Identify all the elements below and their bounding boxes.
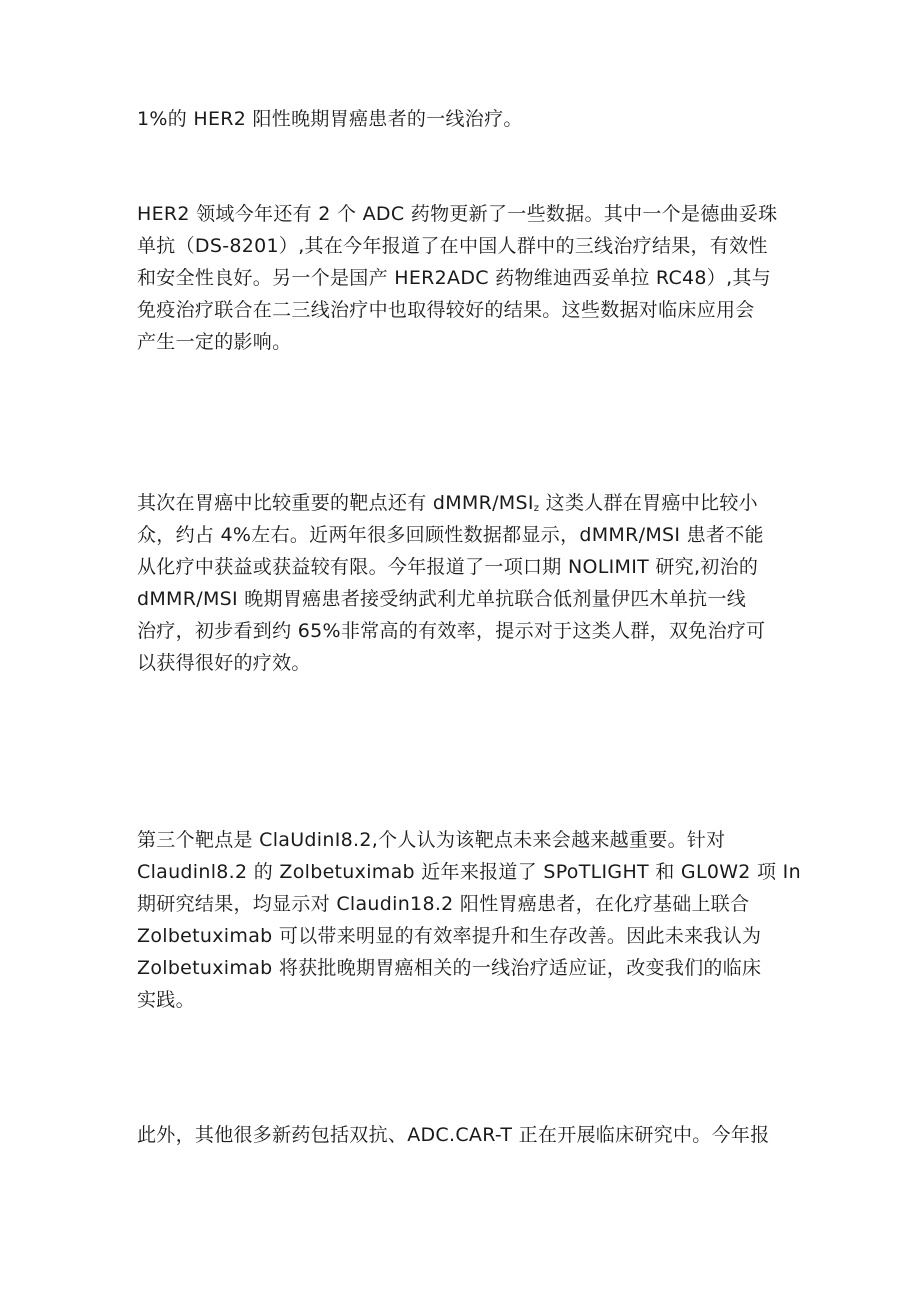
text-line: 从化疗中获益或获益较有限。今年报道了一项口期 NOLIMIT 研究,初治的 [137,556,759,578]
text-segment: 这类人群在胃癌中比较小 [539,492,758,514]
text-line: 此外，其他很多新药包括双抗、ADC.CAR-T 正在开展临床研究中。今年报 [137,1124,770,1146]
paragraph-dmmr-msi [137,487,797,679]
text-line: 第三个靶点是 ClaUdinI8.2,个人认为该靶点未来会越来越重要。针对 [137,829,726,851]
text-line: 治疗，初步看到约 65%非常高的有效率，提示对于这类人群，双免治疗可 [137,620,766,642]
text-line: 实践。 [137,989,195,1011]
text-line [137,487,797,519]
text-line: dMMR/MSI 晚期胃癌患者接受纳武利尤单抗联合低剂量伊匹木单抗一线 [137,588,747,610]
text-line: Zolbetuximab 可以带来明显的有效率提升和生存改善。因此未来我认为 [137,925,762,947]
text-line: 产生一定的影响。 [137,331,292,353]
text-line: 单抗（DS-8201）,其在今年报道了在中国人群中的三线治疗结果，有效性 [137,235,768,257]
text-line: 期研究结果，均显示对 Claudin18.2 阳性胃癌患者，在化疗基础上联合 [137,893,750,915]
paragraph-new-drugs [137,1119,797,1151]
text-line: 和安全性良好。另一个是国产 HER2ADC 药物维迪西妥单拉 RC48）,其与 [137,267,772,289]
paragraph-her2-adc [137,198,797,358]
text-line: 1%的 HER2 阳性晚期胃癌患者的一线治疗。 [137,108,523,130]
text-line: 以获得很好的疗效。 [137,652,311,674]
text-line: 免疫治疗联合在二三线治疗中也取得较好的结果。这些数据对临床应用会 [137,299,755,321]
text-segment: 其次在胃癌中比较重要的靶点还有 dMMR/MSI [137,492,534,514]
text-line: Zolbetuximab 将获批晚期胃癌相关的一线治疗适应证，改变我们的临床 [137,957,762,979]
text-line: Claudinl8.2 的 Zolbetuximab 近年来报道了 SPoTLIGHT 和 GL0W2 项 In [137,861,801,883]
paragraph-her2-first-line [137,103,797,135]
text-line: HER2 领域今年还有 2 个 ADC 药物更新了一些数据。其中一个是德曲妥珠 [137,203,778,225]
paragraph-claudin [137,824,801,1016]
text-line: 众，约占 4%左右。近两年很多回顾性数据都显示，dMMR/MSI 患者不能 [137,524,764,546]
subscript: z [533,503,540,514]
